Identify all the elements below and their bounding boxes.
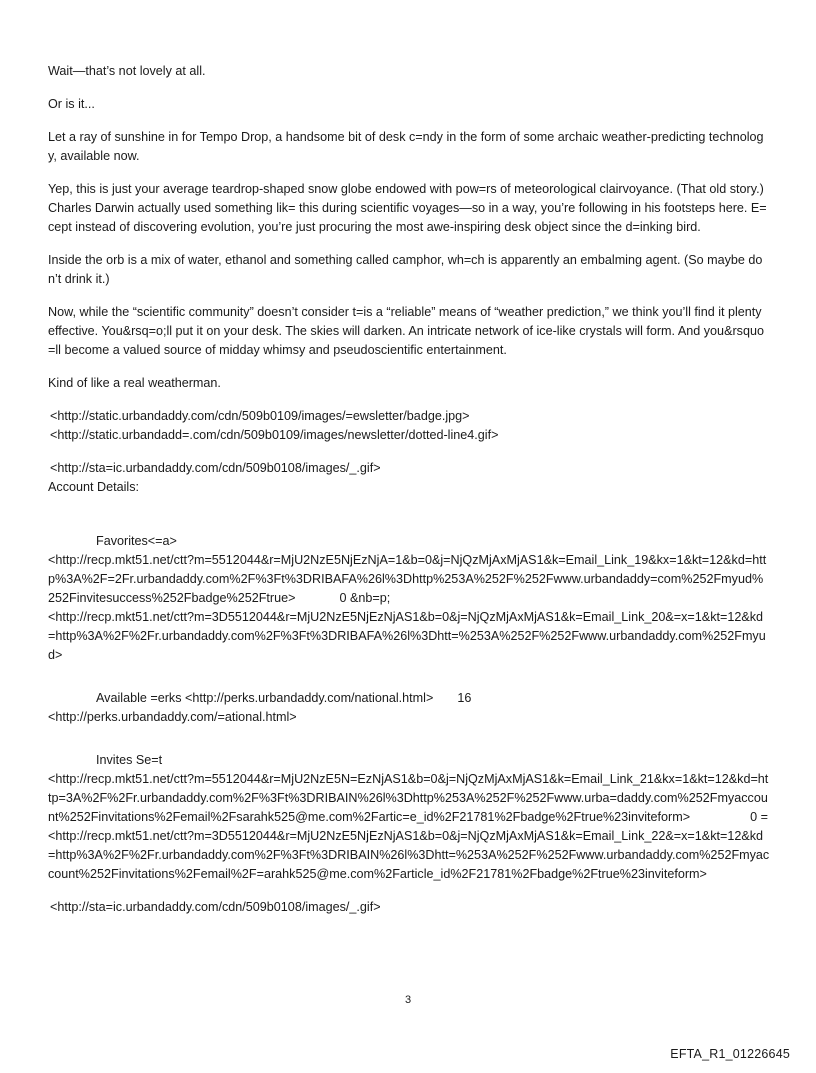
- perks-row: [48, 689, 770, 708]
- paragraph-snow-globe: Yep, this is just your average teardrop-shaped snow globe endowed with pow=rs of meteorological clairvoyance. (That old story.) Charles Darwin actually used something lik= this during scientific voyages—so in a way, you’re following in his footsteps here. E=cept instead of discovering evolution, you’re just procuring the most awe-inspiring desk object since the d=inking bird.: [48, 182, 768, 234]
- page-number: 3: [404, 994, 412, 1006]
- account-details-heading: Account Details:: [48, 480, 139, 494]
- perks-link[interactable]: <http://perks.urbandaddy.com/=ational.html>: [48, 710, 297, 724]
- document-body: [48, 62, 770, 917]
- invites-label: Invites Se=t: [96, 753, 163, 767]
- invites-link-secondary[interactable]: <http://recp.mkt51.net/ctt?m=3D5512044&r=MjU2NzE5NjEzNjAS1&b=0&j=NjQzMjAxMjAS1&k=Email_Link_22&=x=1&kt=12&kd=http%3A%2F%2Fr.urbandaddy.com%2F%3Ft%3DRIBAIN%26l%3Dhtt=%253A%252F%252Fwww.urbandaddy.com%252Fmyaccount%252Finvitations%2Femail%2F=arahk525@me.com%2Farticle_id%2F21781%2Fbadge%2Ftrue%23inviteform>: [48, 829, 770, 881]
- favorites-link[interactable]: <http://recp.mkt51.net/ctt?m=5512044&r=MjU2NzE5NjEzNjA=1&b=0&j=NjQzMjAxMjAS1&k=Email_Link_19&kx=1&kt=12&kd=http%3A%2F=2Fr.urbandaddy.com%2F%3Ft%3DRIBAFA%26l%3Dhttp%253A%252F%252Fwww.urbandaddy=com%252Fmyud%252Finvitesuccess%252Fbadge%252Ftrue>: [48, 553, 767, 605]
- paragraph-question: Or is it...: [48, 97, 95, 111]
- paragraph-opening: Wait—that’s not lovely at all.: [48, 64, 206, 78]
- invites-link-block[interactable]: [48, 770, 770, 827]
- perks-label[interactable]: Available =erks <http://perks.urbandaddy.com/national.html>: [96, 691, 434, 705]
- link-spacer-gif[interactable]: <http://sta=ic.urbandaddy.com/cdn/509b0108/images/_.gif>: [50, 461, 381, 475]
- paragraph-closing: Kind of like a real weatherman.: [48, 376, 221, 390]
- document-id: EFTA_R1_01226645: [670, 1047, 790, 1061]
- link-badge-image[interactable]: <http://static.urbandaddy.com/cdn/509b0109/images/=ewsletter/badge.jpg>: [50, 409, 470, 423]
- favorites-count: 0 &nb=p;: [339, 591, 391, 605]
- favorites-label: Favorites<=a>: [96, 534, 177, 548]
- paragraph-intro: Let a ray of sunshine in for Tempo Drop, a handsome bit of desk c=ndy in the form of some archaic weather-predicting technology, available now.: [48, 130, 764, 163]
- perks-count: 16: [457, 691, 472, 705]
- paragraph-orb-contents: Inside the orb is a mix of water, ethanol and something called camphor, wh=ch is apparently an embalming agent. (So maybe don’t drink it.): [48, 253, 763, 286]
- favorites-link-secondary[interactable]: <http://recp.mkt51.net/ctt?m=3D5512044&r=MjU2NzE5NjEzNjAS1&b=0&j=NjQzMjAxMjAS1&k=Email_Link_20&=x=1&kt=12&kd=http%3A%2F%2Fr.urbandaddy.com%2F%3Ft%3DRIBAFA%26l%3Dhtt=%253A%252F%252Fwww.urbandaddy.com%252Fmyud>: [48, 610, 766, 662]
- link-dotted-line-image[interactable]: <http://static.urbandadd=.com/cdn/509b0109/images/newsletter/dotted-line4.gif>: [50, 428, 499, 442]
- paragraph-weather-prediction: Now, while the “scientific community” doesn’t consider t=is a “reliable” means of “weather prediction,” we think you’ll find it plenty effective. You&rsq=o;ll put it on your desk. The skies will darken. An intricate network of ice-like crystals will form. And you&rsquo=ll become a valued source of midday whimsy and pseudoscientific entertainment.: [48, 305, 766, 357]
- favorites-link-block[interactable]: [48, 551, 770, 608]
- invites-count: 0 =: [750, 810, 768, 824]
- invites-link[interactable]: <http://recp.mkt51.net/ctt?m=5512044&r=MjU2NzE5N=EzNjAS1&b=0&j=NjQzMjAxMjAS1&k=Email_Link_21&kx=1&kt=12&kd=http=3A%2F%2Fr.urbandaddy.com%2F%3Ft%3DRIBAIN%26l%3Dhttp%253A%252F%252Fwww.urba=daddy.com%252Fmyaccount%252Finvitations%2Femail%2Fsarahk525@me.com%2Fartic=e_id%2F21781%2Fbadge%2Ftrue%23inviteform>: [48, 772, 769, 824]
- link-spacer-gif-bottom[interactable]: <http://sta=ic.urbandaddy.com/cdn/509b0108/images/_.gif>: [50, 900, 381, 914]
